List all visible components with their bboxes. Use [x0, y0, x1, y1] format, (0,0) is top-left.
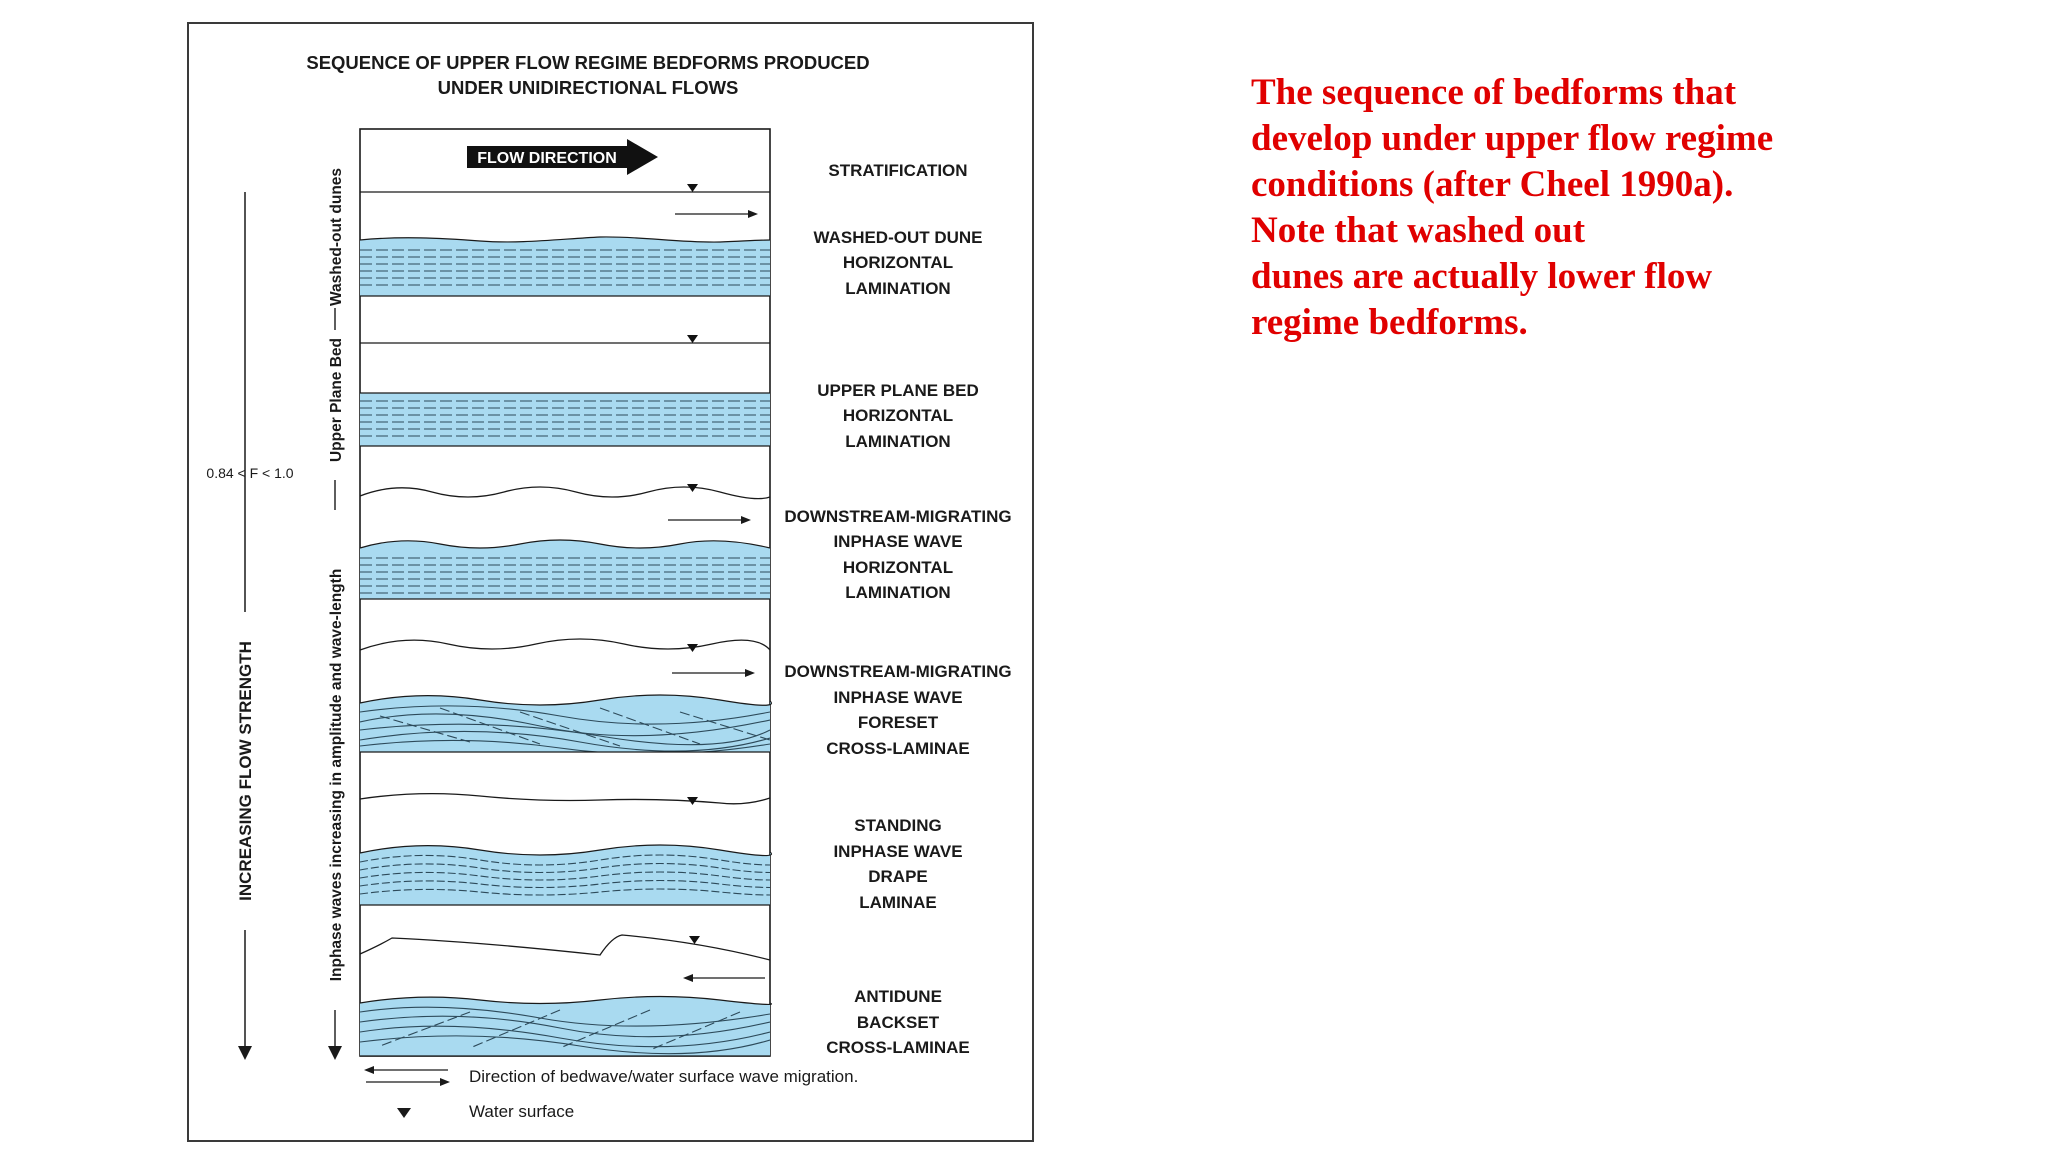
stratum-inphase-wave-horizontal	[360, 484, 770, 599]
arrowhead	[683, 974, 693, 982]
figure-title-line-2: UNDER UNIDIRECTIONAL FLOWS	[437, 77, 739, 98]
water-surface-triangle-icon	[397, 1108, 411, 1118]
figure-title-line-1: SEQUENCE OF UPPER FLOW REGIME BEDFORMS PRODUCED	[306, 52, 870, 73]
label-antidune-3: CROSS-LAMINAE	[826, 1038, 970, 1057]
froude-number-label: 0.84 < F < 1.0	[206, 465, 294, 481]
label-washed-out-dune-1: WASHED-OUT DUNE	[813, 228, 983, 247]
stratum-antidune-backset	[360, 935, 771, 1056]
water-surface-marker	[687, 184, 698, 192]
washed-out-dunes-axis-label: Washed-out dunes	[328, 167, 345, 307]
flow-strength-axis	[206, 192, 293, 1060]
label-inphase-foreset-3: FORESET	[857, 713, 939, 732]
sediment-body	[360, 540, 770, 599]
inphase-waves-label: Inphase waves increasing in amplitude and wave-length	[328, 568, 345, 982]
stratum-standing-inphase-wave	[360, 794, 800, 905]
label-antidune-2: BACKSET	[856, 1013, 940, 1032]
label-washed-out-dune-2: HORIZONTAL	[842, 253, 954, 272]
label-washed-out-dune-3: LAMINATION	[845, 279, 951, 298]
arrowhead	[748, 210, 758, 218]
label-standing-wave-1: STANDING	[854, 816, 942, 835]
label-stratification: STRATIFICATION	[828, 161, 968, 180]
flow-direction-arrow	[467, 139, 658, 175]
legend-water-surface-label: Water surface	[469, 1102, 575, 1121]
sediment-body	[360, 393, 770, 446]
water-surface-wave	[360, 935, 770, 960]
label-upper-plane-bed-3: LAMINATION	[845, 432, 951, 451]
bedform-labels	[784, 161, 1011, 1057]
arrowhead	[741, 516, 751, 524]
increasing-flow-strength-label: INCREASING FLOW STRENGTH	[236, 641, 255, 901]
caption-line: Note that washed out	[1251, 210, 1586, 251]
label-inphase-horizontal-3: HORIZONTAL	[842, 558, 954, 577]
caption-line: develop under upper flow regime	[1251, 118, 1774, 159]
label-inphase-foreset-1: DOWNSTREAM-MIGRATING	[784, 662, 1012, 681]
caption-line: dunes are actually lower flow	[1251, 256, 1713, 297]
water-surface-wave	[360, 794, 770, 804]
water-surface-marker	[689, 936, 700, 944]
caption-text	[1251, 70, 2011, 346]
down-arrowhead	[238, 1046, 252, 1060]
caption-line: regime bedforms.	[1251, 302, 1528, 343]
label-standing-wave-4: LAMINAE	[859, 893, 937, 912]
label-inphase-horizontal-1: DOWNSTREAM-MIGRATING	[784, 507, 1012, 526]
diagram-legend	[364, 1066, 858, 1121]
down-arrowhead	[328, 1046, 342, 1060]
label-inphase-foreset-2: INPHASE WAVE	[833, 688, 963, 707]
bedform-stage-axis	[328, 168, 345, 1060]
stratum-upper-plane-bed	[360, 335, 770, 446]
water-surface-wave	[360, 487, 770, 499]
stratum-inphase-wave-foreset	[360, 639, 771, 754]
label-standing-wave-3: DRAPE	[868, 867, 928, 886]
label-antidune-1: ANTIDUNE	[854, 987, 942, 1006]
label-inphase-horizontal-2: INPHASE WAVE	[833, 532, 963, 551]
upper-plane-bed-axis-label: Upper Plane Bed	[328, 337, 345, 463]
label-standing-wave-2: INPHASE WAVE	[833, 842, 963, 861]
water-surface-wave	[360, 639, 770, 650]
arrowhead	[745, 669, 755, 677]
label-inphase-foreset-4: CROSS-LAMINAE	[826, 739, 970, 758]
water-surface-marker	[687, 335, 698, 343]
label-upper-plane-bed-1: UPPER PLANE BED	[817, 381, 979, 400]
flow-direction-label: FLOW DIRECTION	[477, 150, 617, 167]
legend-migration-label: Direction of bedwave/water surface wave migration.	[469, 1067, 859, 1086]
caption-line: The sequence of bedforms that	[1251, 72, 1737, 113]
caption-line: conditions (after Cheel 1990a).	[1251, 164, 1734, 205]
label-inphase-horizontal-4: LAMINATION	[845, 583, 951, 602]
stratum-washed-out-dune	[360, 192, 770, 296]
bidirectional-arrow-icon	[364, 1066, 450, 1086]
sediment-body	[360, 237, 770, 296]
label-upper-plane-bed-2: HORIZONTAL	[842, 406, 954, 425]
